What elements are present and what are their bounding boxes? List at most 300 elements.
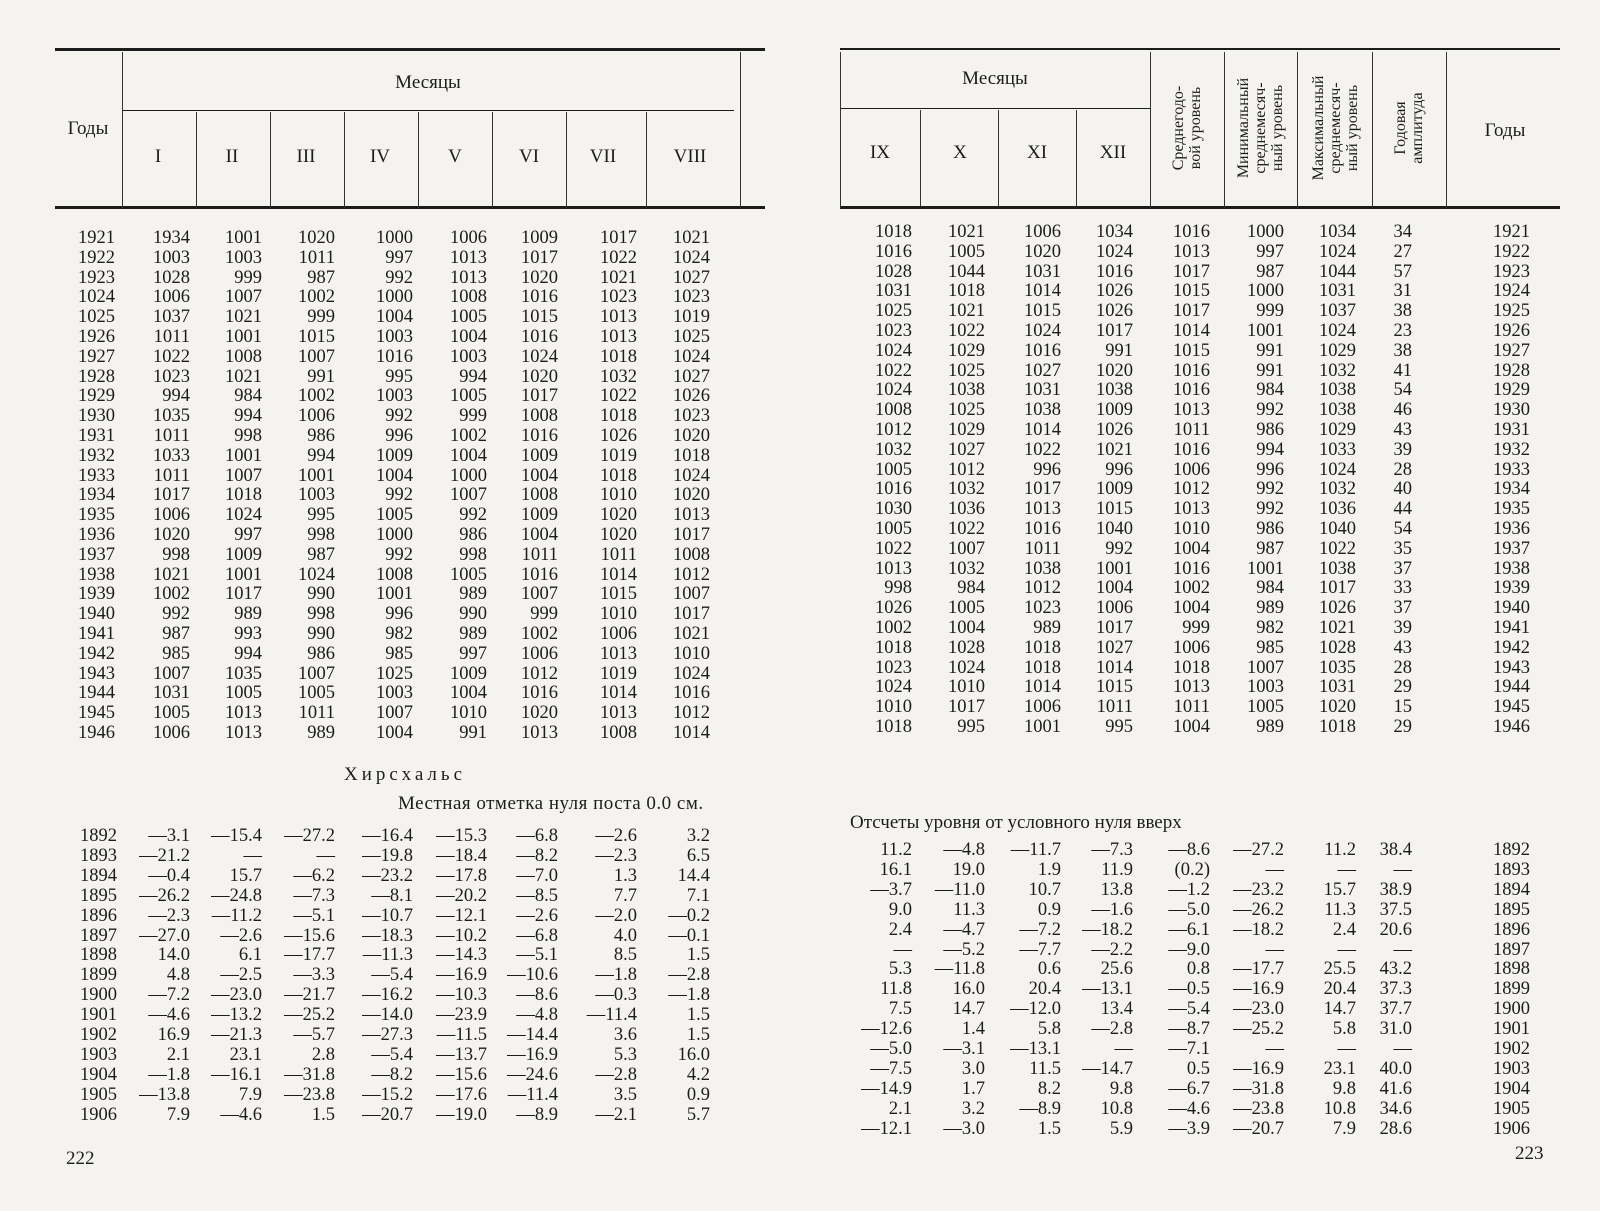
value-cell: 6.1 xyxy=(238,945,262,966)
value-cell: 1001 xyxy=(1024,717,1061,737)
year-cell: 1936 xyxy=(78,525,115,545)
month-col-header: IV xyxy=(369,146,391,167)
value-cell: 1012 xyxy=(673,564,710,585)
value-cell: 998 xyxy=(459,544,487,565)
value-cell: 1897 xyxy=(1493,939,1530,960)
column-divider xyxy=(740,52,741,208)
value-cell: 11.3 xyxy=(953,899,985,920)
value-cell: 996 xyxy=(385,604,413,625)
value-cell: —0.2 xyxy=(668,905,710,926)
year-cell: 1899 xyxy=(80,965,117,986)
value-cell: 43.2 xyxy=(1379,959,1412,980)
value-cell: 16.0 xyxy=(952,979,985,1000)
value-cell: 992 xyxy=(385,485,413,506)
value-cell: 1013 xyxy=(600,643,637,664)
value-cell: 1011 xyxy=(298,703,335,724)
value-cell: —8.2 xyxy=(371,1064,413,1085)
value-cell: —21.3 xyxy=(211,1025,262,1045)
value-cell: —7.2 xyxy=(148,985,190,1006)
value-cell: 1021 xyxy=(948,301,985,322)
month-col-header: VIII xyxy=(673,146,707,167)
value-cell: —10.2 xyxy=(436,925,487,946)
value-cell: 41.6 xyxy=(1379,1078,1412,1099)
value-cell: 1012 xyxy=(521,663,558,684)
value-cell: —18.4 xyxy=(436,845,487,866)
value-cell: 1003 xyxy=(376,386,413,407)
value-cell: 1927 xyxy=(1493,340,1530,361)
value-cell: 1027 xyxy=(1096,637,1133,658)
value-cell: 1016 xyxy=(673,683,710,704)
value-cell: 986 xyxy=(459,525,487,545)
value-cell: —11.4 xyxy=(586,1005,637,1026)
value-cell: 1038 xyxy=(948,380,985,401)
year-cell: 1940 xyxy=(78,604,115,625)
value-cell: 1012 xyxy=(875,420,912,440)
value-cell: 1038 xyxy=(1319,380,1356,401)
value-cell: 10.8 xyxy=(1100,1098,1133,1119)
value-cell: 28 xyxy=(1393,459,1412,480)
value-cell: 991 xyxy=(459,723,487,743)
value-cell: —23.9 xyxy=(436,1005,487,1026)
value-cell: 1014 xyxy=(600,683,637,704)
value-cell: —3.3 xyxy=(293,965,335,986)
value-cell: 1017 xyxy=(1173,261,1210,282)
value-cell: 1007 xyxy=(948,538,985,559)
value-cell: 1010 xyxy=(450,703,487,724)
value-cell: 3.6 xyxy=(613,1025,637,1045)
value-cell: —17.8 xyxy=(436,865,487,886)
year-cell: 1926 xyxy=(78,327,115,347)
value-cell: 35 xyxy=(1393,538,1412,559)
max-level-header: Максимальный среднемесяч- ный уровень xyxy=(1309,75,1361,181)
value-cell: 1020 xyxy=(1024,241,1061,262)
value-cell: 992 xyxy=(1256,499,1284,520)
value-cell: 20.6 xyxy=(1379,919,1412,940)
value-cell: 1.7 xyxy=(961,1078,985,1099)
value-cell: 40.0 xyxy=(1379,1058,1412,1079)
value-cell: 1014 xyxy=(1173,321,1210,341)
value-cell: —13.1 xyxy=(1082,979,1133,1000)
value-cell: 8.2 xyxy=(1037,1078,1061,1099)
value-cell: 1006 xyxy=(1096,598,1133,619)
value-cell: 1014 xyxy=(1024,281,1061,302)
value-cell: —15.2 xyxy=(362,1084,413,1105)
value-cell: 989 xyxy=(459,624,487,644)
value-cell: 1940 xyxy=(1493,598,1530,619)
value-cell: 994 xyxy=(459,366,487,387)
value-cell: —16.9 xyxy=(1233,979,1284,1000)
value-cell: —20.7 xyxy=(1233,1118,1284,1139)
value-cell: 1022 xyxy=(1319,538,1356,559)
value-cell: 1020 xyxy=(1319,697,1356,718)
value-cell: 986 xyxy=(307,643,335,664)
value-cell: 1019 xyxy=(673,307,710,328)
value-cell: 1013 xyxy=(1024,499,1061,520)
value-cell: — xyxy=(1265,859,1284,880)
year-cell: 1923 xyxy=(78,267,115,288)
value-cell: 7.9 xyxy=(238,1084,262,1105)
value-cell: 1009 xyxy=(521,228,558,248)
value-cell: 1006 xyxy=(1173,459,1210,480)
value-cell: 1034 xyxy=(1096,222,1133,242)
value-cell: 1933 xyxy=(1493,459,1530,480)
value-cell: 1901 xyxy=(1493,1019,1530,1040)
value-cell: 1022 xyxy=(875,538,912,559)
value-cell: 1018 xyxy=(673,445,710,466)
value-cell: 1006 xyxy=(1024,697,1061,718)
value-cell: 1903 xyxy=(1493,1058,1530,1079)
value-cell: 1011 xyxy=(153,465,190,486)
value-cell: 14.4 xyxy=(677,865,710,886)
value-cell: 1027 xyxy=(948,439,985,460)
value-cell: 1008 xyxy=(521,406,558,427)
value-cell: 1032 xyxy=(948,558,985,579)
value-cell: 1033 xyxy=(153,445,190,466)
value-cell: 1021 xyxy=(225,366,262,387)
value-cell: —20.7 xyxy=(362,1104,413,1125)
value-cell: —6.1 xyxy=(1168,919,1210,940)
value-cell: 1943 xyxy=(1493,657,1530,678)
value-cell: —2.8 xyxy=(668,965,710,986)
value-cell: 1.9 xyxy=(1037,859,1061,880)
value-cell: 1932 xyxy=(1493,439,1530,460)
value-cell: 1018 xyxy=(875,637,912,658)
value-cell: 1033 xyxy=(1319,439,1356,460)
value-cell: 992 xyxy=(459,505,487,526)
value-cell: 1017 xyxy=(600,228,637,248)
value-cell: —26.2 xyxy=(1233,899,1284,920)
value-cell: 1028 xyxy=(1319,637,1356,658)
value-cell: 992 xyxy=(385,544,413,565)
value-cell: 1016 xyxy=(1173,360,1210,381)
value-cell: 1014 xyxy=(1096,657,1133,678)
value-cell: 1017 xyxy=(1096,321,1133,341)
year-cell: 1894 xyxy=(80,865,117,886)
value-cell: 1016 xyxy=(1173,222,1210,242)
value-cell: 987 xyxy=(1256,261,1284,282)
value-cell: 1004 xyxy=(450,327,487,347)
value-cell: 1031 xyxy=(153,683,190,704)
value-cell: 1006 xyxy=(600,624,637,644)
value-cell: 1001 xyxy=(1247,558,1284,579)
value-cell: 1024 xyxy=(875,380,912,401)
value-cell: —13.8 xyxy=(139,1084,190,1105)
value-cell: 1013 xyxy=(875,558,912,579)
value-cell: —7.2 xyxy=(1019,919,1061,940)
column-divider xyxy=(1224,52,1225,208)
value-cell: —18.2 xyxy=(1082,919,1133,940)
value-cell: —10.6 xyxy=(507,965,558,986)
value-cell: 1021 xyxy=(225,307,262,328)
value-cell: 1013 xyxy=(1173,499,1210,520)
value-cell: 38 xyxy=(1393,340,1412,361)
value-cell: —4.6 xyxy=(220,1104,262,1125)
value-cell: 1024 xyxy=(875,340,912,361)
value-cell: —7.0 xyxy=(516,865,558,886)
value-cell: 985 xyxy=(162,643,190,664)
value-cell: 1027 xyxy=(673,366,710,387)
value-cell: —2.6 xyxy=(516,905,558,926)
value-cell: 1006 xyxy=(153,505,190,526)
months-header: Месяцы xyxy=(962,68,1028,89)
value-cell: 1006 xyxy=(298,406,335,427)
value-cell: 1012 xyxy=(673,703,710,724)
value-cell: 2.4 xyxy=(1332,919,1356,940)
year-cell: 1945 xyxy=(78,703,115,724)
value-cell: 9.8 xyxy=(1332,1078,1356,1099)
value-cell: 1026 xyxy=(1096,301,1133,322)
value-cell: —0.5 xyxy=(1168,979,1210,1000)
value-cell: 4.8 xyxy=(166,965,190,986)
value-cell: 992 xyxy=(1256,479,1284,500)
value-cell: 29 xyxy=(1393,717,1412,737)
value-cell: 1017 xyxy=(1319,578,1356,599)
column-divider xyxy=(418,112,419,208)
value-cell: 8.5 xyxy=(613,945,637,966)
value-cell: 1018 xyxy=(1319,717,1356,737)
value-cell: 1926 xyxy=(1493,321,1530,341)
value-cell: —12.6 xyxy=(861,1019,912,1040)
value-cell: 1037 xyxy=(1319,301,1356,322)
value-cell: —3.7 xyxy=(870,879,912,900)
year-cell: 1902 xyxy=(80,1025,117,1045)
value-cell: —14.3 xyxy=(436,945,487,966)
value-cell: —8.2 xyxy=(516,845,558,866)
value-cell: 1022 xyxy=(600,247,637,268)
value-cell: 38.4 xyxy=(1379,840,1412,860)
value-cell: 4.0 xyxy=(613,925,637,946)
value-cell: 1032 xyxy=(1319,360,1356,381)
value-cell: —6.2 xyxy=(293,865,335,886)
value-cell: 1037 xyxy=(153,307,190,328)
value-cell: 1036 xyxy=(1319,499,1356,520)
column-divider xyxy=(1150,52,1151,208)
value-cell: 1921 xyxy=(1493,222,1530,242)
value-cell: 1020 xyxy=(1096,360,1133,381)
value-cell: 989 xyxy=(1256,717,1284,737)
value-cell: 1899 xyxy=(1493,979,1530,1000)
value-cell: 1004 xyxy=(376,465,413,486)
value-cell: — xyxy=(243,845,262,866)
value-cell: —8.9 xyxy=(1019,1098,1061,1119)
value-cell: 992 xyxy=(1256,400,1284,421)
value-cell: 1032 xyxy=(600,366,637,387)
year-cell: 1906 xyxy=(80,1104,117,1125)
column-divider xyxy=(998,110,999,206)
value-cell: —17.7 xyxy=(1233,959,1284,980)
value-cell: 1931 xyxy=(1493,420,1530,440)
year-cell: 1904 xyxy=(80,1064,117,1085)
value-cell: 998 xyxy=(162,544,190,565)
value-cell: 1895 xyxy=(1493,899,1530,920)
value-cell: 1893 xyxy=(1493,859,1530,880)
value-cell: 989 xyxy=(1256,598,1284,619)
value-cell: 0.8 xyxy=(1186,959,1210,980)
value-cell: 1006 xyxy=(1024,222,1061,242)
value-cell: —26.2 xyxy=(139,885,190,906)
value-cell: 1040 xyxy=(1096,519,1133,539)
value-cell: 1016 xyxy=(1173,439,1210,460)
value-cell: 13.8 xyxy=(1100,879,1133,900)
value-cell: 1007 xyxy=(225,465,262,486)
value-cell: 984 xyxy=(234,386,262,407)
value-cell: —2.5 xyxy=(220,965,262,986)
value-cell: —17.7 xyxy=(284,945,335,966)
value-cell: 1001 xyxy=(225,564,262,585)
value-cell: 992 xyxy=(385,267,413,288)
value-cell: 1019 xyxy=(600,663,637,684)
value-cell: 1936 xyxy=(1493,519,1530,539)
value-cell: 1005 xyxy=(298,683,335,704)
value-cell: 1934 xyxy=(153,228,190,248)
value-cell: —11.7 xyxy=(1010,840,1061,860)
value-cell: 1018 xyxy=(600,406,637,427)
value-cell: 994 xyxy=(162,386,190,407)
value-cell: — xyxy=(1265,1039,1284,1059)
value-cell: 1007 xyxy=(521,584,558,605)
year-cell: 1937 xyxy=(78,544,115,565)
value-cell: 1007 xyxy=(153,663,190,684)
value-cell: 1017 xyxy=(1173,301,1210,322)
value-cell: 990 xyxy=(459,604,487,625)
value-cell: 1044 xyxy=(1319,261,1356,282)
value-cell: 1022 xyxy=(875,360,912,381)
value-cell: —2.3 xyxy=(595,845,637,866)
value-cell: 992 xyxy=(1105,538,1133,559)
value-cell: —8.6 xyxy=(1168,840,1210,860)
value-cell: 1013 xyxy=(1173,241,1210,262)
value-cell: —2.6 xyxy=(595,826,637,846)
value-cell: 997 xyxy=(1256,241,1284,262)
value-cell: 1023 xyxy=(600,287,637,308)
value-cell: 1000 xyxy=(450,465,487,486)
header-bottom-rule xyxy=(840,206,1560,209)
value-cell: —15.6 xyxy=(436,1064,487,1085)
value-cell: 1011 xyxy=(153,426,190,446)
value-cell: 1022 xyxy=(948,519,985,539)
value-cell: 1020 xyxy=(673,426,710,446)
value-cell: —7.3 xyxy=(1091,840,1133,860)
value-cell: 1023 xyxy=(673,287,710,308)
year-cell: 1932 xyxy=(78,445,115,466)
value-cell: 1026 xyxy=(1096,420,1133,440)
value-cell: —2.6 xyxy=(220,925,262,946)
value-cell: 16.1 xyxy=(879,859,912,880)
value-cell: 1007 xyxy=(376,703,413,724)
value-cell: 1002 xyxy=(1173,578,1210,599)
value-cell: 1002 xyxy=(521,624,558,644)
value-cell: 1010 xyxy=(948,677,985,698)
column-divider xyxy=(1076,110,1077,206)
value-cell: 39 xyxy=(1393,618,1412,638)
value-cell: 1023 xyxy=(1024,598,1061,619)
value-cell: 1038 xyxy=(1024,400,1061,421)
year-cell: 1934 xyxy=(78,485,115,506)
column-divider xyxy=(1297,52,1298,208)
value-cell: 1016 xyxy=(376,346,413,367)
value-cell: 1016 xyxy=(521,426,558,446)
value-cell: 9.8 xyxy=(1109,1078,1133,1099)
value-cell: 985 xyxy=(1256,637,1284,658)
value-cell: —1.2 xyxy=(1168,879,1210,900)
value-cell: 5.8 xyxy=(1332,1019,1356,1040)
value-cell: 1027 xyxy=(1024,360,1061,381)
value-cell: 984 xyxy=(1256,578,1284,599)
value-cell: 989 xyxy=(307,723,335,743)
value-cell: 1015 xyxy=(1096,677,1133,698)
value-cell: —11.3 xyxy=(362,945,413,966)
value-cell: 986 xyxy=(1256,519,1284,539)
value-cell: 1016 xyxy=(1024,340,1061,361)
value-cell: —16.1 xyxy=(211,1064,262,1085)
value-cell: —13.1 xyxy=(1010,1039,1061,1059)
value-cell: 1015 xyxy=(600,584,637,605)
year-cell: 1905 xyxy=(80,1084,117,1105)
value-cell: 1001 xyxy=(225,445,262,466)
value-cell: 1026 xyxy=(1319,598,1356,619)
value-cell: —27.2 xyxy=(1233,840,1284,860)
value-cell: 1031 xyxy=(875,281,912,302)
year-cell: 1900 xyxy=(80,985,117,1006)
value-cell: 1.5 xyxy=(311,1104,335,1125)
value-cell: 1017 xyxy=(948,697,985,718)
value-cell: 1007 xyxy=(673,584,710,605)
value-cell: 1008 xyxy=(521,485,558,506)
value-cell: 1007 xyxy=(225,287,262,308)
value-cell: 991 xyxy=(1105,340,1133,361)
value-cell: 1021 xyxy=(948,222,985,242)
column-divider xyxy=(566,112,567,208)
value-cell: 1018 xyxy=(948,281,985,302)
value-cell: —5.1 xyxy=(516,945,558,966)
months-header-rule xyxy=(840,108,1150,109)
value-cell: 993 xyxy=(234,624,262,644)
page-number: 222 xyxy=(66,1148,95,1169)
reference-note: Отсчеты уровня от условного нуля вверх xyxy=(850,812,1182,833)
value-cell: 1004 xyxy=(376,723,413,743)
page-number: 223 xyxy=(1515,1143,1544,1164)
value-cell: 1004 xyxy=(948,618,985,638)
value-cell: —4.8 xyxy=(943,840,985,860)
value-cell: 1934 xyxy=(1493,479,1530,500)
value-cell: —0.4 xyxy=(148,865,190,886)
value-cell: —13.7 xyxy=(436,1044,487,1065)
value-cell: 1013 xyxy=(600,327,637,347)
value-cell: 1013 xyxy=(450,247,487,268)
value-cell: 1003 xyxy=(1247,677,1284,698)
value-cell: —31.8 xyxy=(284,1064,335,1085)
value-cell: 1004 xyxy=(1173,717,1210,737)
value-cell: 20.4 xyxy=(1028,979,1061,1000)
value-cell: 1017 xyxy=(521,247,558,268)
value-cell: 1009 xyxy=(1096,400,1133,421)
value-cell: —23.2 xyxy=(362,865,413,886)
value-cell: 1003 xyxy=(298,485,335,506)
value-cell: 1006 xyxy=(153,287,190,308)
value-cell: —23.2 xyxy=(1233,879,1284,900)
value-cell: 15.7 xyxy=(1323,879,1356,900)
value-cell: 1016 xyxy=(521,287,558,308)
value-cell: 3.0 xyxy=(961,1058,985,1079)
value-cell: 986 xyxy=(307,426,335,446)
value-cell: —0.1 xyxy=(668,925,710,946)
value-cell: 1015 xyxy=(1173,340,1210,361)
value-cell: 1016 xyxy=(875,241,912,262)
months-header: Месяцы xyxy=(395,72,461,93)
value-cell: 1006 xyxy=(521,643,558,664)
value-cell: 31 xyxy=(1393,281,1412,302)
value-cell: 995 xyxy=(1105,717,1133,737)
